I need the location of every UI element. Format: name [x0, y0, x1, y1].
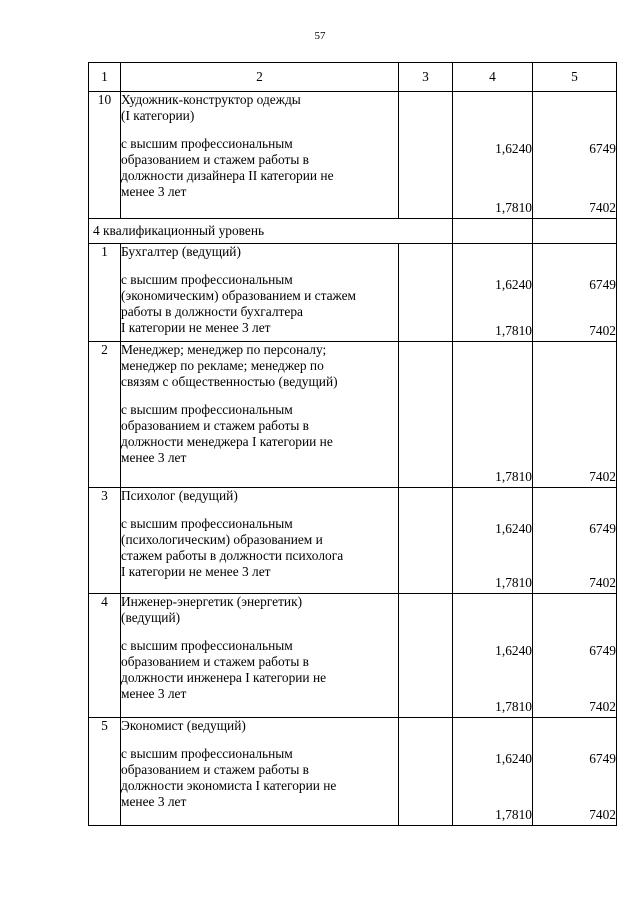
requirement-line: менее 3 лет	[121, 794, 187, 809]
empty-cell	[399, 718, 453, 826]
salary-value-bottom: 7402	[589, 807, 616, 822]
requirement-line: менее 3 лет	[121, 184, 187, 199]
position-requirements	[121, 402, 398, 466]
requirement-line: должности дизайнера II категории не	[121, 168, 334, 183]
row-number: 3	[89, 488, 121, 594]
position-title	[121, 92, 398, 124]
qualification-level-row	[89, 219, 617, 244]
page-number: 57	[314, 30, 326, 42]
header-col-2: 2	[121, 63, 399, 92]
salary-value-top: 6749	[589, 643, 616, 658]
position-description	[121, 594, 399, 718]
salary-value-top: 6749	[589, 751, 616, 766]
position-title	[121, 718, 398, 734]
position-description	[121, 342, 399, 488]
salary-cell	[533, 488, 617, 594]
header-col-5: 5	[533, 63, 617, 92]
empty-cell	[399, 488, 453, 594]
requirement-line: с высшим профессиональным	[121, 402, 293, 417]
coefficient-value-bottom: 1,7810	[495, 323, 532, 338]
coefficient-cell	[453, 594, 533, 718]
coefficient-value-bottom: 1,7810	[495, 699, 532, 714]
salary-cell	[533, 244, 617, 342]
position-title-line: связям с общественностью (ведущий)	[121, 374, 338, 389]
qualification-level-label: 4 квалификационный уровень	[89, 219, 453, 244]
empty-cell	[399, 594, 453, 718]
coefficient-value-top: 1,6240	[495, 277, 532, 292]
requirement-line: менее 3 лет	[121, 450, 187, 465]
position-title-line: Художник-конструктор одежды	[121, 92, 301, 107]
position-description	[121, 488, 399, 594]
coefficient-value-top: 1,6240	[495, 521, 532, 536]
salary-value-bottom: 7402	[589, 469, 616, 484]
empty-cell	[399, 92, 453, 219]
empty-cell	[399, 342, 453, 488]
salary-value-bottom: 7402	[589, 699, 616, 714]
coefficient-cell	[453, 718, 533, 826]
row-number: 4	[89, 594, 121, 718]
requirement-line: с высшим профессиональным	[121, 746, 293, 761]
position-title-line: Менеджер; менеджер по персоналу;	[121, 342, 327, 357]
position-title-line: Психолог (ведущий)	[121, 488, 238, 503]
salary-table	[88, 62, 617, 826]
header-col-1: 1	[89, 63, 121, 92]
salary-value-top: 6749	[589, 141, 616, 156]
position-requirements	[121, 516, 398, 580]
coefficient-value-bottom: 1,7810	[495, 575, 532, 590]
position-requirements	[121, 746, 398, 810]
requirement-line: (экономическим) образованием и стажем	[121, 288, 357, 303]
requirement-line: I категории не менее 3 лет	[121, 564, 271, 579]
coefficient-cell	[453, 342, 533, 488]
requirement-line: с высшим профессиональным	[121, 516, 293, 531]
coefficient-value-top: 1,6240	[495, 643, 532, 658]
requirement-line: с высшим профессиональным	[121, 638, 293, 653]
position-title-line: Инженер-энергетик (энергетик)	[121, 594, 303, 609]
table-row	[89, 718, 617, 826]
position-title-line: менеджер по рекламе; менеджер по	[121, 358, 324, 373]
coefficient-cell	[453, 244, 533, 342]
coefficient-value-top: 1,6240	[495, 751, 532, 766]
requirement-line: должности инженера I категории не	[121, 670, 327, 685]
table-row	[89, 342, 617, 488]
position-requirements	[121, 136, 398, 200]
salary-value-bottom: 7402	[589, 200, 616, 215]
salary-value-bottom: 7402	[589, 575, 616, 590]
coefficient-cell	[453, 488, 533, 594]
coefficient-value-bottom: 1,7810	[495, 200, 532, 215]
position-title-line: Бухгалтер (ведущий)	[121, 244, 241, 259]
requirement-line: образованием и стажем работы в	[121, 152, 309, 167]
empty-cell	[453, 219, 533, 244]
row-number: 10	[89, 92, 121, 219]
requirement-line: с высшим профессиональным	[121, 272, 293, 287]
salary-cell	[533, 718, 617, 826]
requirement-line: с высшим профессиональным	[121, 136, 293, 151]
requirement-line: должности менеджера I категории не	[121, 434, 333, 449]
header-col-3: 3	[399, 63, 453, 92]
coefficient-value-top: 1,6240	[495, 141, 532, 156]
requirement-line: I категории не менее 3 лет	[121, 320, 271, 335]
requirement-line: менее 3 лет	[121, 686, 187, 701]
salary-cell	[533, 342, 617, 488]
header-col-4: 4	[453, 63, 533, 92]
position-description	[121, 718, 399, 826]
position-title-line: (I категории)	[121, 108, 195, 123]
salary-value-bottom: 7402	[589, 323, 616, 338]
table-row	[89, 92, 617, 219]
table-row	[89, 488, 617, 594]
empty-cell	[399, 244, 453, 342]
position-title	[121, 488, 398, 504]
empty-cell	[533, 219, 617, 244]
row-number: 2	[89, 342, 121, 488]
position-title-line: (ведущий)	[121, 610, 181, 625]
position-description	[121, 244, 399, 342]
requirement-line: стажем работы в должности психолога	[121, 548, 344, 563]
coefficient-cell	[453, 92, 533, 219]
table-header-row	[89, 63, 617, 92]
position-requirements	[121, 638, 398, 702]
salary-cell	[533, 594, 617, 718]
position-title	[121, 244, 398, 260]
requirement-line: работы в должности бухгалтера	[121, 304, 303, 319]
position-title	[121, 342, 398, 390]
requirement-line: (психологическим) образованием и	[121, 532, 323, 547]
requirement-line: образованием и стажем работы в	[121, 654, 309, 669]
requirement-line: образованием и стажем работы в	[121, 762, 309, 777]
row-number: 1	[89, 244, 121, 342]
position-title	[121, 594, 398, 626]
row-number: 5	[89, 718, 121, 826]
salary-value-top: 6749	[589, 277, 616, 292]
table-row	[89, 244, 617, 342]
coefficient-value-bottom: 1,7810	[495, 469, 532, 484]
position-title-line: Экономист (ведущий)	[121, 718, 246, 733]
coefficient-value-bottom: 1,7810	[495, 807, 532, 822]
requirement-line: должности экономиста I категории не	[121, 778, 337, 793]
salary-value-top: 6749	[589, 521, 616, 536]
position-description	[121, 92, 399, 219]
position-requirements	[121, 272, 398, 336]
salary-cell	[533, 92, 617, 219]
requirement-line: образованием и стажем работы в	[121, 418, 309, 433]
table-row	[89, 594, 617, 718]
